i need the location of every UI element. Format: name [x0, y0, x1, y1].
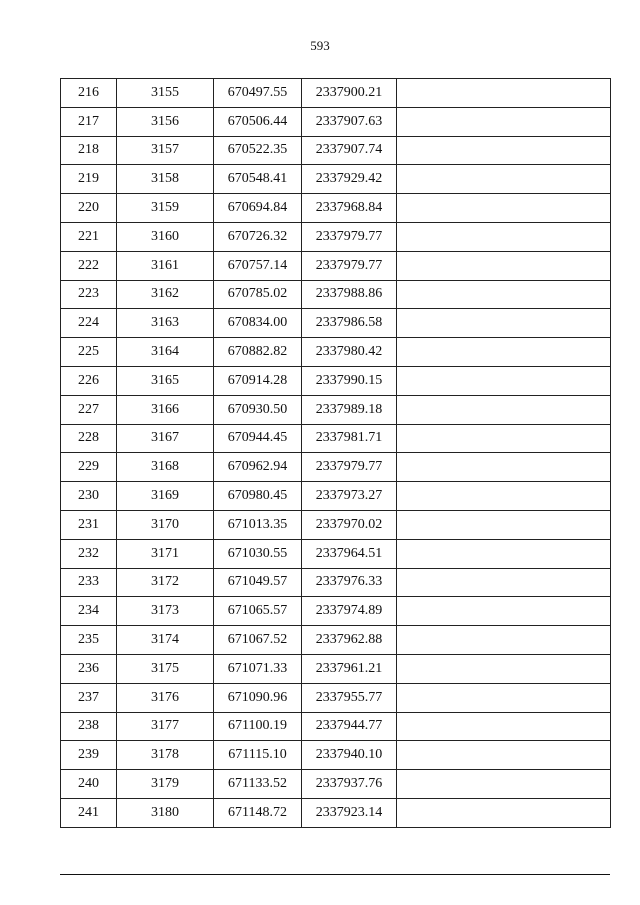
- table-row: [61, 395, 611, 424]
- point-id-cell: 3177: [117, 712, 214, 741]
- y-coordinate-cell: 2337989.18: [302, 395, 397, 424]
- x-coordinate-cell: 671100.19: [214, 712, 302, 741]
- x-coordinate-cell: 670930.50: [214, 395, 302, 424]
- x-coordinate-cell: 671013.35: [214, 510, 302, 539]
- note-cell: [397, 798, 611, 827]
- point-id-cell: 3179: [117, 770, 214, 799]
- index-cell: 235: [61, 626, 117, 655]
- index-cell: 234: [61, 597, 117, 626]
- x-coordinate-cell: 671133.52: [214, 770, 302, 799]
- note-cell: [397, 194, 611, 223]
- y-coordinate-cell: 2337979.77: [302, 222, 397, 251]
- table-row: [61, 222, 611, 251]
- note-cell: [397, 79, 611, 108]
- y-coordinate-cell: 2337907.74: [302, 136, 397, 165]
- table-row: [61, 165, 611, 194]
- x-coordinate-cell: 670506.44: [214, 107, 302, 136]
- index-cell: 224: [61, 309, 117, 338]
- note-cell: [397, 424, 611, 453]
- note-cell: [397, 626, 611, 655]
- table-row: [61, 136, 611, 165]
- point-id-cell: 3163: [117, 309, 214, 338]
- index-cell: 223: [61, 280, 117, 309]
- note-cell: [397, 510, 611, 539]
- x-coordinate-cell: 670694.84: [214, 194, 302, 223]
- y-coordinate-cell: 2337970.02: [302, 510, 397, 539]
- note-cell: [397, 568, 611, 597]
- index-cell: 228: [61, 424, 117, 453]
- note-cell: [397, 309, 611, 338]
- note-cell: [397, 597, 611, 626]
- index-cell: 217: [61, 107, 117, 136]
- point-id-cell: 3180: [117, 798, 214, 827]
- index-cell: 233: [61, 568, 117, 597]
- point-id-cell: 3155: [117, 79, 214, 108]
- index-cell: 231: [61, 510, 117, 539]
- point-id-cell: 3165: [117, 366, 214, 395]
- footer-rule: [60, 874, 610, 875]
- point-id-cell: 3167: [117, 424, 214, 453]
- x-coordinate-cell: 670962.94: [214, 453, 302, 482]
- point-id-cell: 3162: [117, 280, 214, 309]
- x-coordinate-cell: 670522.35: [214, 136, 302, 165]
- x-coordinate-cell: 670757.14: [214, 251, 302, 280]
- coordinate-table-body: [61, 79, 611, 828]
- table-row: [61, 654, 611, 683]
- x-coordinate-cell: 670834.00: [214, 309, 302, 338]
- table-row: [61, 568, 611, 597]
- table-row: [61, 741, 611, 770]
- x-coordinate-cell: 670548.41: [214, 165, 302, 194]
- y-coordinate-cell: 2337964.51: [302, 539, 397, 568]
- index-cell: 219: [61, 165, 117, 194]
- note-cell: [397, 107, 611, 136]
- index-cell: 241: [61, 798, 117, 827]
- y-coordinate-cell: 2337940.10: [302, 741, 397, 770]
- table-row: [61, 424, 611, 453]
- y-coordinate-cell: 2337976.33: [302, 568, 397, 597]
- y-coordinate-cell: 2337961.21: [302, 654, 397, 683]
- note-cell: [397, 712, 611, 741]
- table-row: [61, 309, 611, 338]
- index-cell: 232: [61, 539, 117, 568]
- x-coordinate-cell: 671030.55: [214, 539, 302, 568]
- index-cell: 227: [61, 395, 117, 424]
- point-id-cell: 3172: [117, 568, 214, 597]
- y-coordinate-cell: 2337955.77: [302, 683, 397, 712]
- point-id-cell: 3159: [117, 194, 214, 223]
- index-cell: 226: [61, 366, 117, 395]
- point-id-cell: 3168: [117, 453, 214, 482]
- coordinate-table: [60, 78, 611, 828]
- y-coordinate-cell: 2337973.27: [302, 482, 397, 511]
- index-cell: 225: [61, 338, 117, 367]
- y-coordinate-cell: 2337900.21: [302, 79, 397, 108]
- table-row: [61, 712, 611, 741]
- table-row: [61, 79, 611, 108]
- x-coordinate-cell: 670882.82: [214, 338, 302, 367]
- index-cell: 230: [61, 482, 117, 511]
- index-cell: 218: [61, 136, 117, 165]
- y-coordinate-cell: 2337937.76: [302, 770, 397, 799]
- x-coordinate-cell: 670980.45: [214, 482, 302, 511]
- point-id-cell: 3171: [117, 539, 214, 568]
- y-coordinate-cell: 2337979.77: [302, 251, 397, 280]
- note-cell: [397, 338, 611, 367]
- index-cell: 237: [61, 683, 117, 712]
- point-id-cell: 3170: [117, 510, 214, 539]
- note-cell: [397, 453, 611, 482]
- y-coordinate-cell: 2337988.86: [302, 280, 397, 309]
- index-cell: 229: [61, 453, 117, 482]
- point-id-cell: 3173: [117, 597, 214, 626]
- table-row: [61, 366, 611, 395]
- table-row: [61, 107, 611, 136]
- table-row: [61, 798, 611, 827]
- note-cell: [397, 683, 611, 712]
- point-id-cell: 3160: [117, 222, 214, 251]
- note-cell: [397, 654, 611, 683]
- point-id-cell: 3174: [117, 626, 214, 655]
- point-id-cell: 3166: [117, 395, 214, 424]
- point-id-cell: 3175: [117, 654, 214, 683]
- table-row: [61, 539, 611, 568]
- y-coordinate-cell: 2337979.77: [302, 453, 397, 482]
- table-row: [61, 482, 611, 511]
- note-cell: [397, 741, 611, 770]
- x-coordinate-cell: 670914.28: [214, 366, 302, 395]
- x-coordinate-cell: 670497.55: [214, 79, 302, 108]
- x-coordinate-cell: 670944.45: [214, 424, 302, 453]
- table-row: [61, 453, 611, 482]
- table-row: [61, 770, 611, 799]
- y-coordinate-cell: 2337980.42: [302, 338, 397, 367]
- point-id-cell: 3161: [117, 251, 214, 280]
- index-cell: 238: [61, 712, 117, 741]
- point-id-cell: 3178: [117, 741, 214, 770]
- y-coordinate-cell: 2337981.71: [302, 424, 397, 453]
- point-id-cell: 3157: [117, 136, 214, 165]
- note-cell: [397, 222, 611, 251]
- note-cell: [397, 366, 611, 395]
- table-row: [61, 280, 611, 309]
- x-coordinate-cell: 671148.72: [214, 798, 302, 827]
- index-cell: 220: [61, 194, 117, 223]
- table-row: [61, 683, 611, 712]
- note-cell: [397, 165, 611, 194]
- y-coordinate-cell: 2337974.89: [302, 597, 397, 626]
- x-coordinate-cell: 671071.33: [214, 654, 302, 683]
- index-cell: 236: [61, 654, 117, 683]
- table-row: [61, 626, 611, 655]
- y-coordinate-cell: 2337962.88: [302, 626, 397, 655]
- point-id-cell: 3158: [117, 165, 214, 194]
- index-cell: 221: [61, 222, 117, 251]
- x-coordinate-cell: 670785.02: [214, 280, 302, 309]
- x-coordinate-cell: 670726.32: [214, 222, 302, 251]
- x-coordinate-cell: 671067.52: [214, 626, 302, 655]
- point-id-cell: 3176: [117, 683, 214, 712]
- point-id-cell: 3164: [117, 338, 214, 367]
- x-coordinate-cell: 671065.57: [214, 597, 302, 626]
- table-row: [61, 510, 611, 539]
- x-coordinate-cell: 671090.96: [214, 683, 302, 712]
- y-coordinate-cell: 2337907.63: [302, 107, 397, 136]
- note-cell: [397, 251, 611, 280]
- page-number: 593: [310, 38, 330, 53]
- note-cell: [397, 280, 611, 309]
- y-coordinate-cell: 2337990.15: [302, 366, 397, 395]
- point-id-cell: 3169: [117, 482, 214, 511]
- x-coordinate-cell: 671115.10: [214, 741, 302, 770]
- y-coordinate-cell: 2337923.14: [302, 798, 397, 827]
- y-coordinate-cell: 2337944.77: [302, 712, 397, 741]
- note-cell: [397, 482, 611, 511]
- note-cell: [397, 136, 611, 165]
- y-coordinate-cell: 2337986.58: [302, 309, 397, 338]
- index-cell: 216: [61, 79, 117, 108]
- x-coordinate-cell: 671049.57: [214, 568, 302, 597]
- note-cell: [397, 770, 611, 799]
- table-row: [61, 338, 611, 367]
- table-row: [61, 251, 611, 280]
- point-id-cell: 3156: [117, 107, 214, 136]
- note-cell: [397, 395, 611, 424]
- note-cell: [397, 539, 611, 568]
- index-cell: 222: [61, 251, 117, 280]
- y-coordinate-cell: 2337968.84: [302, 194, 397, 223]
- index-cell: 239: [61, 741, 117, 770]
- table-row: [61, 597, 611, 626]
- table-row: [61, 194, 611, 223]
- index-cell: 240: [61, 770, 117, 799]
- y-coordinate-cell: 2337929.42: [302, 165, 397, 194]
